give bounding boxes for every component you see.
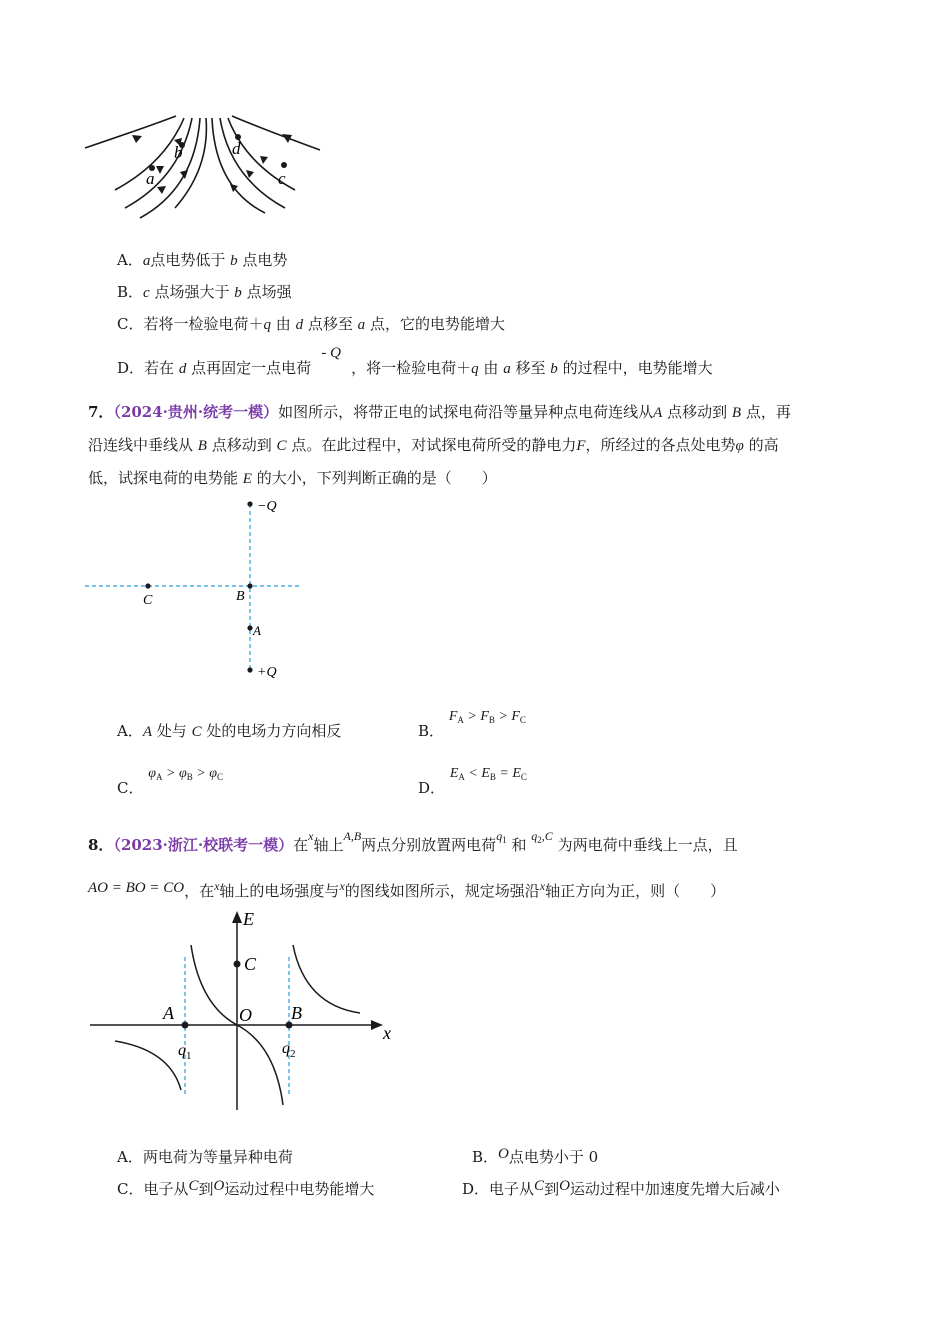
x-axis-arrow (371, 1020, 383, 1030)
label-neg-q: −Q (257, 499, 277, 514)
y-axis-arrow (232, 911, 242, 923)
formula-e: $E_A < E_B = E_C$ (449, 766, 527, 782)
label-c: c (278, 169, 286, 188)
q8-option-c[interactable]: C．电子从C到O运动过程中电势能增大 (117, 1178, 375, 1198)
q8-option-d[interactable]: D．电子从C到O运动过程中加速度先增大后减小 (462, 1178, 780, 1198)
label-q2: $q_2$ (282, 1040, 296, 1060)
point-c (281, 162, 287, 168)
option-letter: D． (418, 779, 446, 797)
formula-f: $F_A > F_B > F_C$ (448, 709, 526, 725)
arrow-head (132, 135, 142, 143)
q7-stem-line2: 沿连线中垂线从 B 点移动到 C 点。在此过程中，对试探电荷所受的静电力F，所经过的各点处电势φ 的高 (88, 436, 779, 454)
q6-option-b[interactable]: B．c 点场强大于 b 点场强 (117, 283, 292, 301)
point-a (247, 625, 252, 630)
option-letter: D． (462, 1180, 490, 1198)
field-line (220, 118, 285, 208)
label-c: C (143, 593, 153, 608)
arrow-head (246, 170, 254, 178)
arrow-head (157, 186, 166, 194)
q6-field-lines-figure (80, 108, 330, 223)
label-b: B (291, 1003, 302, 1023)
q8-stem-line2: AO = BO = CO，在$^x$轴上的电场强度与$^x$的图线如图所示，规定场强沿$^x$轴正方向为正，则（ ） (88, 879, 726, 900)
question-source: （2024·贵州·统考一模） (113, 403, 279, 421)
option-letter: C． (117, 779, 144, 797)
question-number: 7． (88, 403, 114, 421)
q8-option-a[interactable]: A．两电荷为等量异种电荷 (117, 1148, 293, 1166)
option-letter: A． (117, 1148, 143, 1166)
option-letter: C． (117, 315, 144, 333)
label-q1: $q_1$ (178, 1042, 192, 1062)
label-e: E (243, 909, 254, 929)
option-letter: B． (418, 722, 445, 740)
curve-middle-lower (237, 1025, 283, 1105)
curve-left (115, 1041, 181, 1090)
charge-positive-point (247, 667, 252, 672)
label-c: C (244, 954, 257, 974)
question-number: 8． (88, 836, 114, 854)
option-letter: C． (117, 1180, 144, 1198)
arrow-head (260, 156, 268, 164)
label-b: b (174, 143, 183, 162)
label-pos-q: +Q (257, 665, 277, 680)
arrow-head (180, 170, 188, 179)
q7-option-a[interactable]: A．A 处与 C 处的电场力方向相反 (117, 722, 342, 740)
q7-dipole-figure (85, 492, 305, 682)
label-x: x (383, 1023, 391, 1043)
q8-option-b[interactable]: B．O点电势小于 0 (472, 1146, 599, 1166)
label-o: O (239, 1005, 252, 1025)
option-letter: B． (472, 1148, 499, 1166)
q8-stem-line1: 8．（2023·浙江·校联考一模）在$^x$轴上$^{A,B}$两点分别放置两电荷$^{q_1}$ 和 $^{q_2,C}$ 为两电荷中垂线上一点，且 (88, 829, 738, 854)
arrow-head (156, 166, 164, 174)
q8-e-x-graph (85, 905, 405, 1115)
q7-stem-line3: 低，试探电荷的电势能 E 的大小，下列判断正确的是（ ） (88, 469, 497, 487)
point-b (247, 583, 252, 588)
option-letter: A． (117, 251, 143, 269)
option-letter: A． (117, 722, 143, 740)
point-a (182, 1022, 189, 1029)
formula-phi: $\varphi_A > \varphi_B > \varphi_C$ (148, 766, 223, 782)
curve-middle-upper (191, 945, 237, 1025)
label-a: a (146, 169, 155, 188)
label-a: A (163, 1003, 174, 1023)
q7-option-c[interactable] (117, 766, 223, 799)
label-a: A (253, 623, 261, 638)
option-letter: B． (117, 283, 144, 301)
q6-option-d[interactable]: D．若在 d 点再固定一点电荷- Q，将一检验电荷＋q 由 a 移至 b 的过程中，电势能增大 (117, 345, 713, 377)
q6-option-c[interactable]: C．若将一检验电荷＋q 由 d 点移至 a 点，它的电势能增大 (117, 315, 505, 333)
charge-negative-point (247, 501, 252, 506)
point-c (234, 961, 241, 968)
q7-stem-line1: 7．（2024·贵州·统考一模）如图所示，将带正电的试探电荷沿等量异种点电荷连线从A 点移动到 B 点，再 (88, 403, 791, 421)
q7-option-b[interactable] (418, 709, 526, 742)
label-b: B (236, 589, 245, 604)
q7-option-d[interactable] (418, 766, 527, 799)
label-d: d (232, 139, 241, 158)
question-source: （2023·浙江·校联考一模） (113, 836, 294, 854)
field-line (232, 116, 320, 150)
field-line (85, 116, 176, 148)
point-c (145, 583, 150, 588)
option-letter: D． (117, 359, 145, 377)
curve-right (293, 945, 360, 1013)
q6-option-a[interactable]: A．a点电势低于 b 点电势 (117, 251, 288, 269)
